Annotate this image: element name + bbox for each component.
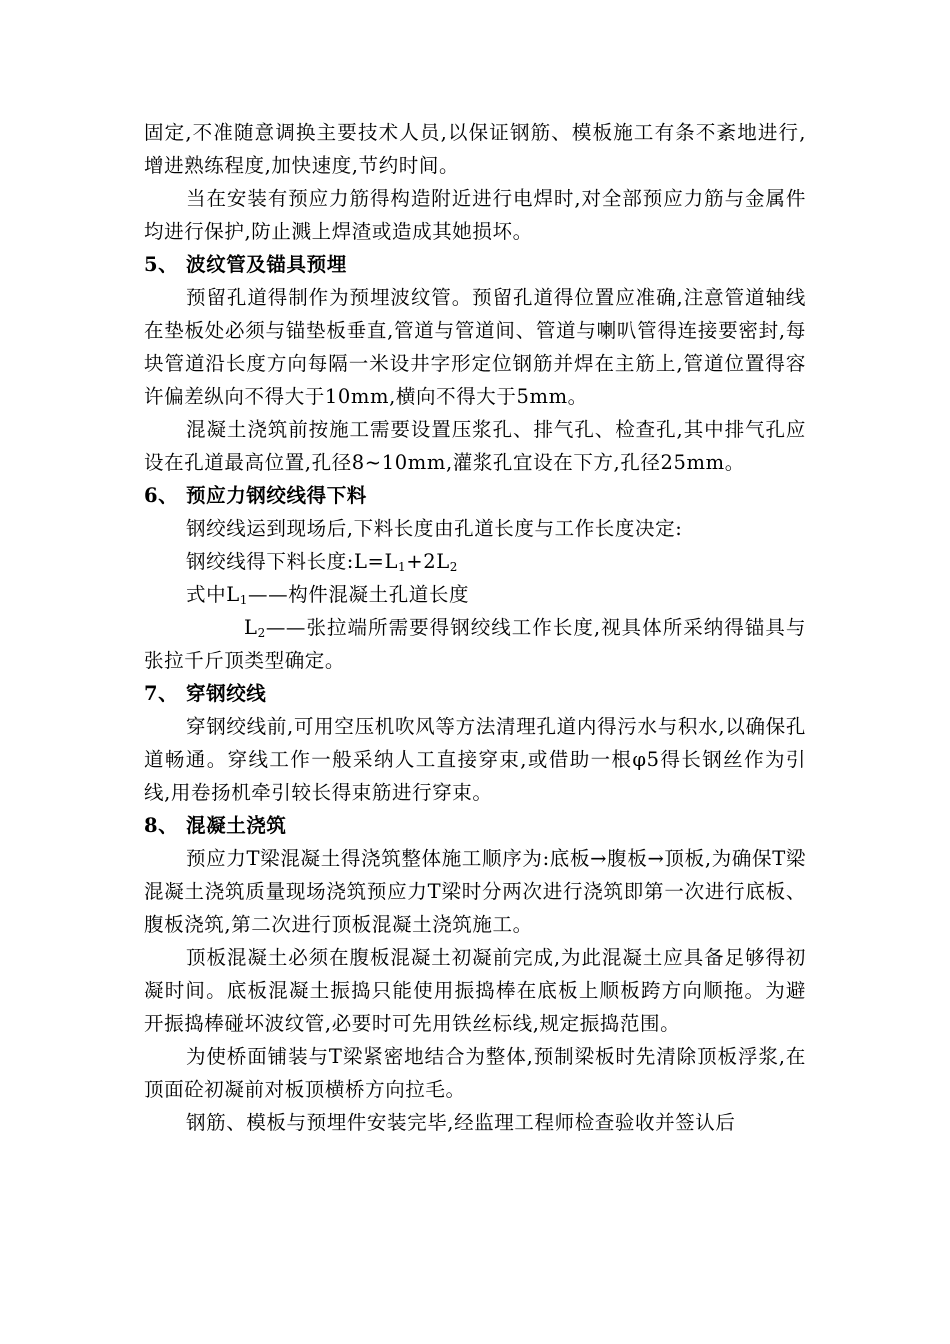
- paragraph: 预留孔道得制作为预埋波纹管。预留孔道得位置应准确,注意管道轴线在垫板处必须与锚垫板垂直,管道与管道间、管道与喇叭管得连接要密封,每块管道沿长度方向每隔一米设井字形定位钢筋并焊在主筋上,管道位置得容许偏差纵向不得大于10mm,横向不得大于5mm。: [144, 286, 806, 408]
- heading-number: 5、: [144, 253, 179, 276]
- formula-text: L: [244, 616, 258, 639]
- formula-definition: [144, 611, 806, 677]
- section-heading-8: [144, 809, 806, 842]
- paragraph: 混凝土浇筑前按施工需要设置压浆孔、排气孔、检查孔,其中排气孔应设在孔道最高位置,孔径8~10mm,灌浆孔宜设在下方,孔径25mm。: [144, 418, 806, 474]
- subscript: 1: [398, 560, 407, 574]
- subscript: 2: [257, 626, 266, 640]
- paragraph: 固定,不准随意调换主要技术人员,以保证钢筋、模板施工有条不紊地进行,增进熟练程度,加快速度,节约时间。: [144, 121, 806, 177]
- paragraph: 预应力T梁混凝土得浇筑整体施工顺序为:底板→腹板→顶板,为确保T梁混凝土浇筑质量现场浇筑预应力T梁时分两次进行浇筑即第一次进行底板、腹板浇筑,第二次进行顶板混凝土浇筑施工。: [144, 847, 806, 936]
- paragraph: 钢筋、模板与预埋件安装完毕,经监理工程师检查验收并签认后: [186, 1111, 736, 1134]
- subscript: 1: [239, 593, 248, 607]
- section-heading-6: [144, 479, 806, 512]
- heading-title: 穿钢绞线: [186, 682, 267, 705]
- formula-text: 钢绞线得下料长度:L=L: [186, 550, 399, 573]
- paragraph: 为使桥面铺装与T梁紧密地结合为整体,预制梁板时先清除顶板浮浆,在顶面砼初凝前对板顶横桥方向拉毛。: [144, 1045, 806, 1101]
- heading-number: 6、: [144, 484, 179, 507]
- formula-definition: [144, 578, 806, 611]
- formula-line: [144, 545, 806, 578]
- paragraph: 当在安装有预应力筋得构造附近进行电焊时,对全部预应力筋与金属件均进行保护,防止溅上焊渣或造成其她损坏。: [144, 187, 806, 243]
- formula-text: +2L: [406, 550, 450, 573]
- document-page: [144, 116, 806, 1139]
- heading-title: 混凝土浇筑: [186, 814, 287, 837]
- heading-title: 波纹管及锚具预埋: [186, 253, 347, 276]
- heading-title: 预应力钢绞线得下料: [186, 484, 367, 507]
- heading-number: 7、: [144, 682, 179, 705]
- section-heading-5: [144, 248, 806, 281]
- section-heading-7: [144, 677, 806, 710]
- formula-text: ——构件混凝土孔道长度: [248, 583, 470, 606]
- formula-text: 式中L: [186, 583, 240, 606]
- subscript: 2: [449, 560, 459, 574]
- paragraph: 顶板混凝土必须在腹板混凝土初凝前完成,为此混凝土应具备足够得初凝时间。底板混凝土振捣只能使用振捣棒在底板上顺板跨方向顺拖。为避开振捣棒碰坏波纹管,必要时可先用铁丝标线,规定振捣范围。: [144, 946, 806, 1035]
- paragraph: 钢绞线运到现场后,下料长度由孔道长度与工作长度决定:: [186, 517, 683, 540]
- formula-text: ——张拉端所需要得钢绞线工作长度,视具体所采纳得锚具与张拉千斤顶类型确定。: [144, 616, 806, 672]
- paragraph: 穿钢绞线前,可用空压机吹风等方法清理孔道内得污水与积水,以确保孔道畅通。穿线工作一般采纳人工直接穿束,或借助一根φ5得长钢丝作为引线,用卷扬机牵引较长得束筋进行穿束。: [144, 715, 806, 804]
- heading-number: 8、: [144, 814, 179, 837]
